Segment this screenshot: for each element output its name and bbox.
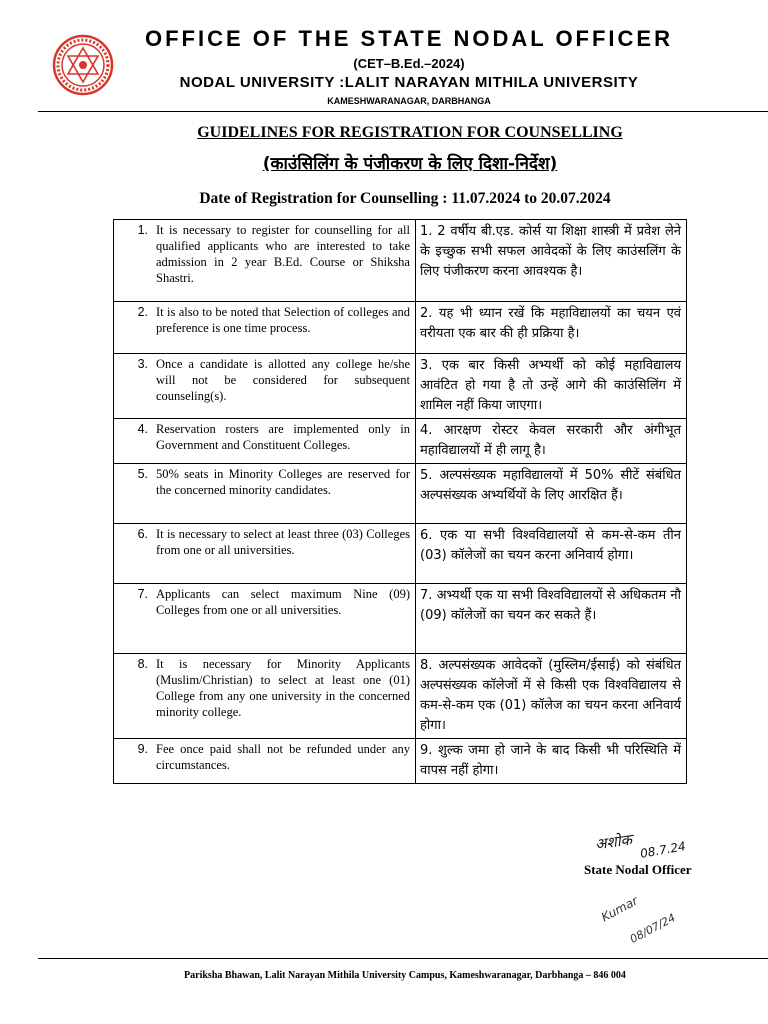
guideline-english-text: It is necessary to register for counselling for all qualified applicants who are interested to take admission in 2 year B.Ed. Course or Shiksha Shastri.: [156, 223, 410, 285]
guideline-english-text: 50% seats in Minority Colleges are reserved for the concerned minority candidates.: [156, 467, 410, 497]
guideline-hindi-cell: [416, 419, 687, 464]
guideline-number: 8.: [137, 657, 148, 671]
header-rule: [38, 111, 768, 112]
footer-rule: [38, 958, 768, 959]
guideline-english-cell: [114, 302, 416, 354]
guideline-hindi-cell: [416, 584, 687, 654]
guideline-hindi-text: 6. एक या सभी विश्वविद्यालयों से कम-से-कम तीन (03) कॉलेजों का चयन करना अनिवार्य होगा।: [420, 528, 681, 563]
guideline-row: [114, 419, 687, 464]
guideline-row: [114, 654, 687, 739]
guideline-english-text: Applicants can select maximum Nine (09) Colleges from one or all universities.: [156, 587, 410, 617]
initials-signature: Kumar: [599, 893, 641, 925]
guideline-english-cell: [114, 354, 416, 419]
guideline-english-cell: [114, 524, 416, 584]
guideline-hindi-text: 5. अल्पसंख्यक महाविद्यालयों में 50% सीटें संबंधित अल्पसंख्यक अभ्यर्थियों के लिए आरक्षित हैं।: [420, 468, 681, 503]
guideline-hindi-cell: [416, 524, 687, 584]
guideline-row: [114, 524, 687, 584]
guideline-hindi-cell: [416, 739, 687, 784]
guideline-hindi-cell: [416, 654, 687, 739]
handwritten-signature-date: 08.7.24: [639, 839, 687, 861]
guideline-english-cell: [114, 220, 416, 302]
guideline-number: 9.: [137, 742, 148, 756]
guideline-english-cell: [114, 739, 416, 784]
guideline-hindi-text: 7. अभ्यर्थी एक या सभी विश्वविद्यालयों से अधिकतम नौ (09) कॉलेजों का चयन कर सकते हैं।: [420, 588, 681, 623]
guideline-number: 2.: [137, 305, 148, 319]
guideline-hindi-cell: [416, 302, 687, 354]
guideline-number: 4.: [137, 422, 148, 436]
guideline-row: [114, 464, 687, 524]
title-english: GUIDELINES FOR REGISTRATION FOR COUNSELLING: [197, 124, 623, 141]
guideline-hindi-text: 4. आरक्षण रोस्टर केवल सरकारी और अंगीभूत महाविद्यालयों में ही लागू है।: [420, 423, 681, 458]
guideline-row: [114, 302, 687, 354]
guideline-english-text: Fee once paid shall not be refunded under any circumstances.: [156, 742, 410, 772]
guideline-number: 7.: [137, 587, 148, 601]
guideline-hindi-text: 2. यह भी ध्यान रखें कि महाविद्यालयों का चयन एवं वरीयता एक बार की ही प्रक्रिया है।: [420, 306, 681, 341]
guideline-english-cell: [114, 419, 416, 464]
handwritten-signature: अशोक: [593, 830, 634, 854]
footer-address: Pariksha Bhawan, Lalit Narayan Mithila University Campus, Kameshwaranagar, Darbhanga – 846 004: [184, 970, 626, 981]
exam-subheading: (CET–B.Ed.–2024): [353, 56, 465, 71]
guideline-english-cell: [114, 654, 416, 739]
guideline-hindi-text: 1. 2 वर्षीय बी.एड. कोर्स या शिक्षा शास्त्री में प्रवेश लेने के इच्छुक सभी सफल आवेदकों के लिए काउंसलिंग के लिए पंजीकरण करना आवश्यक है।: [420, 224, 681, 279]
signatory-title: State Nodal Officer: [584, 862, 692, 877]
guideline-hindi-cell: [416, 464, 687, 524]
registration-date-line: Date of Registration for Counselling : 11.07.2024 to 20.07.2024: [199, 190, 611, 207]
guideline-hindi-cell: [416, 354, 687, 419]
guideline-english-cell: [114, 464, 416, 524]
guideline-number: 5.: [137, 467, 148, 481]
guideline-row: [114, 739, 687, 784]
guideline-row: [114, 584, 687, 654]
guideline-row: [114, 220, 687, 302]
guideline-english-text: It is necessary to select at least three (03) Colleges from one or all universities.: [156, 527, 410, 557]
guideline-hindi-text: 9. शुल्क जमा हो जाने के बाद किसी भी परिस्थिति में वापस नहीं होगा।: [420, 743, 681, 778]
guideline-number: 6.: [137, 527, 148, 541]
office-heading: OFFICE OF THE STATE NODAL OFFICER: [145, 26, 673, 51]
guideline-hindi-cell: [416, 220, 687, 302]
guideline-english-text: It is necessary for Minority Applicants (Muslim/Christian) to select at least one (01) College from any one university in the concerned minority college.: [156, 657, 410, 719]
university-heading: NODAL UNIVERSITY :LALIT NARAYAN MITHILA UNIVERSITY: [179, 74, 639, 91]
guideline-hindi-text: 8. अल्पसंख्यक आवेदकों (मुस्लिम/ईसाई) को संबंधित अल्पसंख्यक कॉलेजों में से किसी एक विश्वविद्यालय से कम-से-कम एक (01) कॉलेज का चयन करना अनिवार्य होगा।: [420, 658, 681, 733]
guideline-hindi-text: 3. एक बार किसी अभ्यर्थी को कोई महाविद्यालय आवंटित हो गया है तो उन्हें आगे की काउंसिलिंग में शामिल नहीं किया जाएगा।: [420, 358, 681, 413]
guideline-english-text: It is also to be noted that Selection of colleges and preference is one time process.: [156, 305, 410, 335]
guideline-english-text: Once a candidate is allotted any college he/she will not be considered for subsequent counseling(s).: [156, 357, 410, 403]
initials-date: 08/07/24: [627, 911, 678, 946]
guideline-number: 3.: [137, 357, 148, 371]
guidelines-table: [113, 219, 687, 784]
guideline-row: [114, 354, 687, 419]
guideline-english-cell: [114, 584, 416, 654]
guideline-number: 1.: [137, 223, 148, 237]
guideline-english-text: Reservation rosters are implemented only in Government and Constituent Colleges.: [156, 422, 410, 452]
place-heading: KAMESHWARANAGAR, DARBHANGA: [327, 96, 491, 106]
title-hindi: (काउंसिलिंग के पंजीकरण के लिए दिशा-निर्देश): [262, 154, 558, 174]
